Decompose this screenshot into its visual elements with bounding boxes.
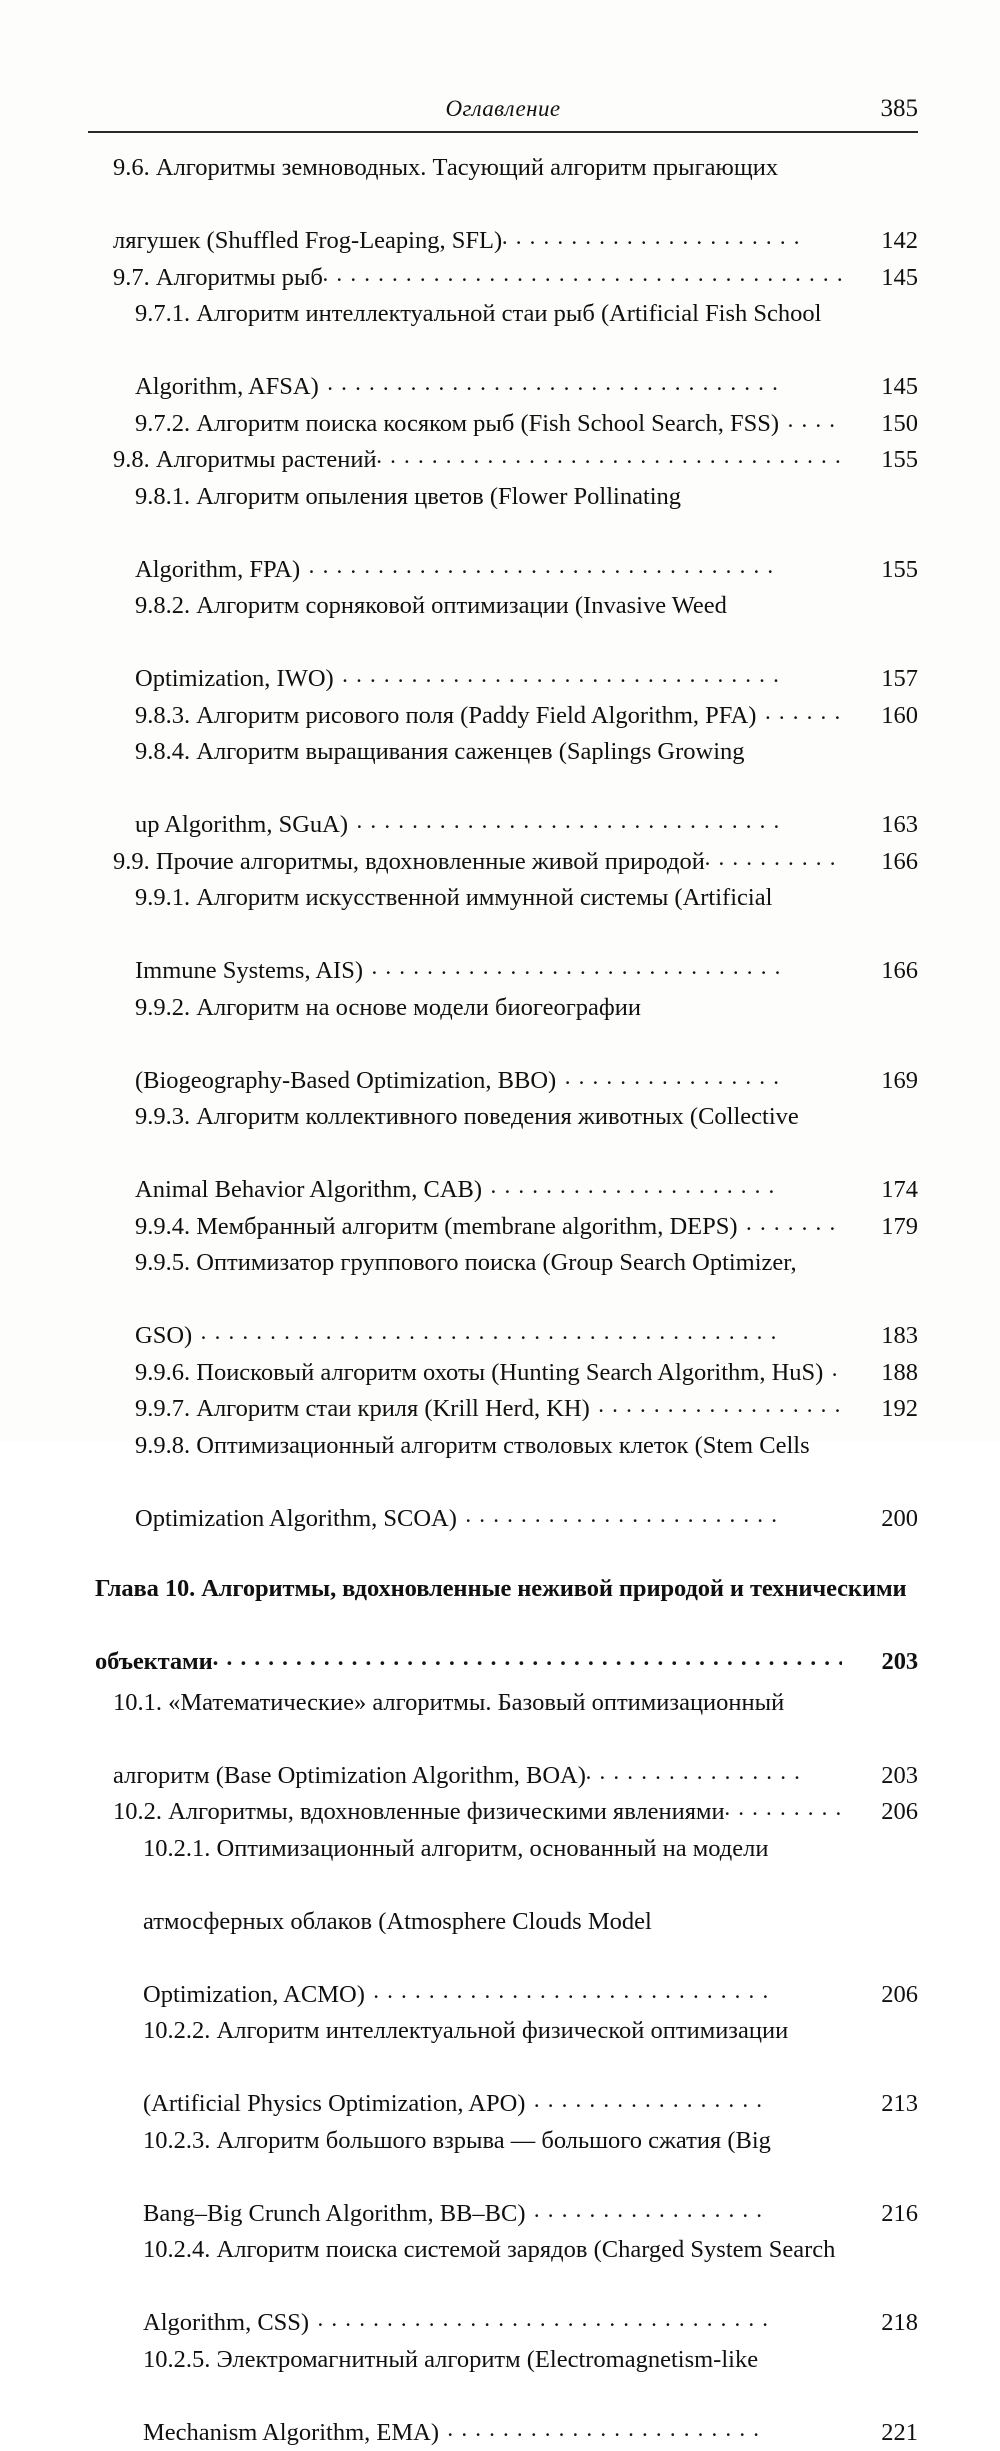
toc-entry-last-line — [95, 1644, 918, 1681]
dot-leader — [556, 1068, 781, 1099]
toc-entry-line — [196, 479, 918, 516]
dot-leader — [525, 2092, 767, 2123]
dot-leader — [457, 1506, 781, 1537]
toc-entry[interactable] — [95, 442, 918, 479]
toc-entry-title: Алгоритмы, вдохновленные неживой природой и техническими — [201, 1575, 906, 1602]
toc-entry-page-number: 169 — [856, 1063, 918, 1100]
toc-entry-title: up Algorithm, SGuA) — [135, 811, 348, 838]
toc-entry-line — [218, 2342, 918, 2379]
toc-entry-title: Mechanism Algorithm, EMA) — [143, 2419, 439, 2446]
dot-leader — [705, 849, 842, 880]
toc-entry-last-line — [218, 2086, 918, 2123]
toc-entry-number: 9.9. — [113, 848, 156, 875]
dot-leader — [482, 1178, 781, 1209]
toc-entry-title: Алгоритм опыления цветов (Flower Pollinating — [196, 483, 681, 510]
toc-entry[interactable] — [95, 296, 918, 406]
toc-entry[interactable] — [95, 1209, 918, 1246]
running-header — [88, 96, 918, 130]
toc-entry-line — [95, 1571, 918, 1608]
toc-entry-title: Animal Behavior Algorithm, CAB) — [135, 1176, 482, 1203]
toc-entry-last-line — [155, 1758, 918, 1795]
toc-entry-last-line — [196, 1063, 918, 1100]
toc-entry-page-number: 203 — [856, 1644, 918, 1681]
toc-entry[interactable] — [95, 1391, 918, 1428]
toc-entry-last-line — [155, 223, 918, 260]
toc-entry-last-line — [196, 1318, 918, 1355]
toc-entry-last-line — [155, 1794, 918, 1831]
toc-entry[interactable] — [95, 1245, 918, 1355]
toc-entry-title: Алгоритм на основе модели биогеографии — [196, 994, 641, 1021]
toc-entry-title: Алгоритмы, вдохновленные физическими явлениями — [168, 1798, 725, 1825]
toc-entry-title: Оптимизационный алгоритм, основанный на модели — [217, 1835, 769, 1862]
toc-entry-title: Алгоритмы растений — [156, 446, 377, 473]
toc-entry-page-number: 183 — [856, 1318, 918, 1355]
header-title: Оглавление — [88, 96, 918, 122]
toc-entry-title: (Biogeography-Based Optimization, BBO) — [135, 1067, 556, 1094]
toc-entry-number: 9.9.4. — [135, 1213, 196, 1240]
toc-entry-last-line — [196, 1209, 918, 1246]
dot-leader — [738, 1214, 842, 1245]
toc-entry-number: 9.6. — [113, 154, 156, 181]
toc-entry-title: Мембранный алгоритм (membrane algorithm, DEPS) — [196, 1213, 737, 1240]
toc-entry-line — [196, 1099, 918, 1136]
dot-leader — [586, 1763, 800, 1794]
toc-entry-line — [196, 588, 918, 625]
toc-entry[interactable] — [95, 1428, 918, 1538]
toc-entry-last-line — [196, 698, 918, 735]
toc-entry-title: GSO) — [135, 1322, 192, 1349]
toc-entry-number: 9.7. — [113, 264, 156, 291]
toc-entry-page-number: 155 — [856, 552, 918, 589]
dot-leader — [365, 1982, 767, 2013]
toc-entry-title: (Artificial Physics Optimization, APO) — [143, 2090, 525, 2117]
toc-entry[interactable] — [95, 150, 918, 260]
toc-entry-page-number: 160 — [856, 698, 918, 735]
toc-entry-page-number: 163 — [856, 807, 918, 844]
toc-entry-last-line — [196, 369, 918, 406]
toc-entry-title: Оптимизатор группового поиска (Group Search Optimizer, — [196, 1249, 796, 1276]
toc-entry-title: алгоритм (Base Optimization Algorithm, BOA) — [113, 1762, 586, 1789]
toc-entry-number: 10.2.4. — [143, 2236, 217, 2263]
toc-entry-number: 9.7.1. — [135, 300, 196, 327]
toc-entry-number: 9.9.1. — [135, 884, 196, 911]
toc-entry-title: лягушек (Shuffled Frog-Leaping, SFL) — [113, 227, 502, 254]
toc-entry[interactable] — [95, 2232, 918, 2342]
toc-entry-last-line — [196, 1172, 918, 1209]
toc-entry-title: «Математические» алгоритмы. Базовый оптимизационный — [168, 1689, 784, 1716]
dot-leader — [502, 229, 800, 260]
toc-entry-line — [196, 990, 918, 1027]
toc-entry-page-number: 216 — [856, 2196, 918, 2233]
toc-entry-title: Электромагнитный алгоритм (Electromagnetism-like — [217, 2346, 759, 2373]
toc-entry-number: 10.2.1. — [143, 1835, 217, 1862]
toc-entry-last-line — [196, 953, 918, 990]
toc-entry-title: атмосферных облаков (Atmosphere Clouds Model — [143, 1908, 652, 1935]
toc-entry-last-line — [196, 807, 918, 844]
toc-entry-number: Глава 10. — [95, 1575, 201, 1602]
toc-entry-last-line — [196, 1355, 918, 1392]
toc-entry-title: Алгоритм стаи криля (Krill Herd, KH) — [196, 1395, 590, 1422]
toc-entry[interactable] — [95, 2123, 918, 2233]
toc-entry-number: 9.9.7. — [135, 1395, 196, 1422]
toc-entry-last-line — [218, 2305, 918, 2342]
toc-entry-number: 9.9.2. — [135, 994, 196, 1021]
dot-leader — [779, 411, 842, 442]
toc-entry-page-number: 218 — [856, 2305, 918, 2342]
toc-entry-title: Алгоритмы земноводных. Тасующий алгоритм прыгающих — [156, 154, 778, 181]
toc-entry-title: Algorithm, CSS) — [143, 2309, 309, 2336]
page-folio-number: 385 — [881, 95, 919, 123]
toc-entry-number: 9.9.3. — [135, 1103, 196, 1130]
dot-leader — [348, 813, 781, 844]
toc-entry-title: Алгоритм интеллектуальной стаи рыб (Artificial Fish School — [196, 300, 821, 327]
toc-entry-title: Прочие алгоритмы, вдохновленные живой природой — [156, 848, 705, 875]
toc-entry-last-line — [218, 1977, 918, 2014]
toc-entry-title: Алгоритм выращивания саженцев (Saplings Growing — [196, 738, 744, 765]
dot-leader — [377, 448, 842, 479]
toc-entry-page-number: 213 — [856, 2086, 918, 2123]
header-divider-rule — [88, 131, 918, 133]
toc-entry[interactable] — [95, 479, 918, 589]
dot-leader — [192, 1324, 781, 1355]
toc-entry-line — [218, 1904, 918, 1941]
toc-entry[interactable] — [95, 880, 918, 990]
toc-entry-line — [196, 296, 918, 333]
toc-entry-number: 9.9.8. — [135, 1432, 196, 1459]
toc-entry-page-number: 221 — [856, 2415, 918, 2451]
toc-entry-line — [218, 2013, 918, 2050]
toc-entry-title: Optimization Algorithm, SCOA) — [135, 1505, 457, 1532]
toc-entry-line — [196, 880, 918, 917]
dot-leader — [213, 1650, 842, 1681]
toc-entry[interactable] — [95, 260, 918, 297]
toc-entry[interactable] — [95, 588, 918, 698]
toc-entry-number: 9.9.5. — [135, 1249, 196, 1276]
toc-entry-number: 9.8.3. — [135, 702, 196, 729]
toc-entry-title: объектами — [95, 1648, 213, 1675]
toc-entry-title: Алгоритмы рыб — [156, 264, 323, 291]
toc-entry-number: 10.2.5. — [143, 2346, 217, 2373]
toc-entry-page-number: 188 — [856, 1355, 918, 1392]
toc-entry-last-line — [196, 1501, 918, 1538]
toc-entry-title: Оптимизационный алгоритм стволовых клеток (Stem Cells — [196, 1432, 809, 1459]
toc-entry-line — [218, 1831, 918, 1868]
toc-entry-number: 10.2. — [113, 1798, 168, 1825]
toc-entry-line — [218, 2123, 918, 2160]
toc-entry-last-line — [196, 406, 918, 443]
toc-entry-page-number: 200 — [856, 1501, 918, 1538]
toc-entry-number: 9.8.4. — [135, 738, 196, 765]
toc-entry-number: 9.9.6. — [135, 1359, 196, 1386]
toc-entry-line — [155, 150, 918, 187]
toc-entry[interactable] — [95, 1794, 918, 1831]
toc-entry-last-line — [155, 442, 918, 479]
toc-entry-last-line — [196, 661, 918, 698]
toc-entry-last-line — [218, 2196, 918, 2233]
toc-entry-number: 9.7.2. — [135, 410, 196, 437]
toc-entry-last-line — [155, 260, 918, 297]
toc-entry-title: Optimization, IWO) — [135, 665, 334, 692]
toc-entry-title: Алгоритм поиска косяком рыб (Fish School Search, FSS) — [196, 410, 779, 437]
dot-leader — [363, 959, 781, 990]
toc-entry-title: Algorithm, FPA) — [135, 556, 300, 583]
toc-entry[interactable] — [95, 1355, 918, 1392]
dot-leader — [334, 667, 781, 698]
dot-leader — [439, 2420, 767, 2451]
toc-entry[interactable] — [95, 406, 918, 443]
toc-entry-title: Поисковый алгоритм охоты (Hunting Search Algorithm, HuS) — [196, 1359, 823, 1386]
toc-entry[interactable] — [95, 2342, 918, 2451]
toc-entry-page-number: 206 — [856, 1977, 918, 2014]
toc-entry-page-number: 157 — [856, 661, 918, 698]
toc-entry-title: Алгоритм коллективного поведения животных (Collective — [196, 1103, 799, 1130]
toc-entry[interactable] — [95, 1571, 918, 1681]
dot-leader — [309, 2311, 767, 2342]
toc-entry-title: Алгоритм сорняковой оптимизации (Invasive Weed — [196, 592, 727, 619]
dot-leader — [756, 703, 842, 734]
toc-entry[interactable] — [95, 698, 918, 735]
toc-entry-page-number: 155 — [856, 442, 918, 479]
dot-leader — [526, 2201, 768, 2232]
toc-entry-title: Immune Systems, AIS) — [135, 957, 363, 984]
dot-leader — [323, 265, 842, 296]
toc-entry-title: Bang–Big Crunch Algorithm, BB–BC) — [143, 2200, 526, 2227]
toc-entry-line — [155, 1685, 918, 1722]
toc-entry-page-number: 142 — [856, 223, 918, 260]
toc-entry-title: Алгоритм интеллектуальной физической оптимизации — [217, 2017, 789, 2044]
dot-leader — [319, 375, 781, 406]
toc-entry-number: 9.8.2. — [135, 592, 196, 619]
toc-entry-title: Алгоритм поиска системой зарядов (Charged System Search — [217, 2236, 836, 2263]
toc-entry-number: 10.1. — [113, 1689, 168, 1716]
toc-entry-last-line — [218, 2415, 918, 2451]
toc-entry-last-line — [196, 552, 918, 589]
toc-entry-page-number: 166 — [856, 953, 918, 990]
toc-entry-number: 9.8. — [113, 446, 156, 473]
toc-entry[interactable] — [95, 1685, 918, 1795]
toc-entry[interactable] — [95, 2013, 918, 2123]
toc-entry-line — [196, 734, 918, 771]
toc-entry-page-number: 192 — [856, 1391, 918, 1428]
toc-entry[interactable] — [95, 990, 918, 1100]
table-of-contents — [95, 150, 918, 2451]
toc-entry-line — [196, 1245, 918, 1282]
toc-entry-title: Алгоритм большого взрыва — большого сжатия (Big — [217, 2127, 771, 2154]
toc-entry-last-line — [155, 844, 918, 881]
toc-entry-line — [196, 1428, 918, 1465]
toc-entry[interactable] — [95, 1831, 918, 2014]
toc-entry[interactable] — [95, 734, 918, 844]
toc-entry-page-number: 150 — [856, 406, 918, 443]
toc-entry-number: 9.8.1. — [135, 483, 196, 510]
toc-entry-number: 10.2.3. — [143, 2127, 217, 2154]
toc-entry-page-number: 179 — [856, 1209, 918, 1246]
dot-leader — [590, 1397, 842, 1428]
dot-leader — [725, 1800, 842, 1831]
toc-entry[interactable] — [95, 1099, 918, 1209]
toc-entry-title: Алгоритм рисового поля (Paddy Field Algorithm, PFA) — [196, 702, 756, 729]
toc-entry-title: Algorithm, AFSA) — [135, 373, 319, 400]
toc-entry-page-number: 206 — [856, 1794, 918, 1831]
toc-entry-line — [218, 2232, 918, 2269]
toc-entry-page-number: 166 — [856, 844, 918, 881]
toc-entry-title: Алгоритм искусственной иммунной системы (Artificial — [196, 884, 772, 911]
toc-entry-number: 10.2.2. — [143, 2017, 217, 2044]
toc-entry[interactable] — [95, 844, 918, 881]
toc-entry-last-line — [196, 1391, 918, 1428]
toc-entry-page-number: 174 — [856, 1172, 918, 1209]
dot-leader — [300, 557, 781, 588]
toc-entry-page-number: 145 — [856, 369, 918, 406]
toc-entry-page-number: 145 — [856, 260, 918, 297]
toc-entry-title: Optimization, ACMO) — [143, 1981, 365, 2008]
toc-entry-page-number: 203 — [856, 1758, 918, 1795]
dot-leader — [823, 1360, 842, 1391]
